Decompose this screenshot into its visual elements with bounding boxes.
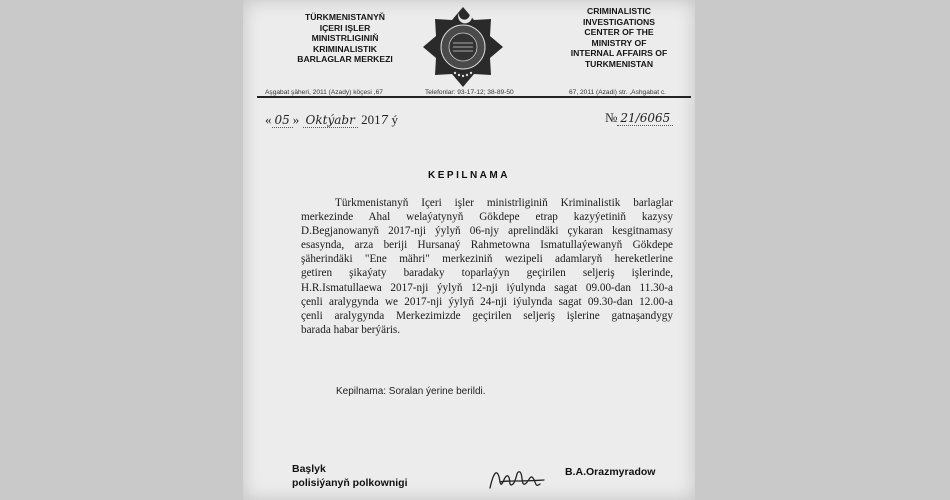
header-left-line: KRIMINALISTIK <box>313 43 377 54</box>
address-left: Aşgabat şäheri, 2011 (Azady) köçesi ,67 <box>265 89 383 96</box>
body-line: merkezinde Ahal welaýatynyň Gökdepe etrap kazyýetiniň kazysy <box>301 211 673 224</box>
body-line: barada habar berýäris. <box>301 323 401 336</box>
header-left-line: IÇERI IŞLER <box>319 22 371 33</box>
body-line: Türkmenistanyň Içeri işler ministrliginiň Kriminalistik barlaglar <box>335 197 673 209</box>
signatory-title-line: polisiýanyň polkownigi <box>292 477 408 489</box>
date-close-quote: » <box>292 112 300 127</box>
header-right-line: TURKMENISTAN <box>584 58 654 69</box>
date-year-mark: ý <box>391 112 398 127</box>
date-year-prefix: 201 <box>361 112 381 127</box>
date-year-suffix: 7 <box>380 113 389 127</box>
address-right: 67, 2011 (Azadi) str. ,Ashgabat c. <box>569 89 667 96</box>
header-left-line: TÜRKMENISTANYŇ <box>304 12 386 22</box>
document-number <box>605 110 673 126</box>
header-right-line: INVESTIGATIONS <box>583 16 655 27</box>
body-line: çenli aralygynda we 2017-nji ýylyň 24-nji iýulynda sagat 09.30-dan 12.00-a <box>301 295 673 308</box>
header-left-line: MINISTRLIGINIŇ <box>311 33 379 43</box>
number-sign: № <box>605 110 618 125</box>
body-line: H.R.Ismatullaewa 2017-nji ýylyň 12-nji iýulynda sagat 09.00-dan 11.30-a <box>301 281 673 294</box>
header-right-line: MINISTRY OF <box>591 37 647 48</box>
background-left <box>0 0 243 500</box>
background-right <box>695 0 950 500</box>
header-left-line: BARLAGLAR MERKEZI <box>297 54 393 64</box>
document-body <box>301 196 673 337</box>
body-line: D.Begjanowanyň 2017-nji ýylyň 06-njy aprelindäki çykaran kesgitnamasy <box>301 225 673 238</box>
signatory-name: B.A.Orazmyradow <box>565 466 656 478</box>
phone-numbers: Telefonlar: 93-17-12; 38-89-50 <box>425 89 514 96</box>
date-day: 05 <box>272 113 293 128</box>
document-title: KEPILNAMA <box>428 170 510 181</box>
state-emblem-icon <box>418 2 508 90</box>
body-line: getiren şikaýaty baradaky toparlaýyn geçirilen seljeriş işlerinde, <box>301 267 673 280</box>
handwritten-signature-icon <box>486 460 551 496</box>
signatory-title <box>292 462 408 490</box>
body-line: şäherindäki "Ene mähri" merkeziniň wezipeli adamlaryň hereketlerine <box>301 253 673 266</box>
issuance-note: Kepilnama: Soralan ýerine berildi. <box>336 386 486 397</box>
date-month: Oktýabr <box>303 113 358 128</box>
date-open-quote: « <box>265 112 272 127</box>
header-left-org <box>280 12 410 65</box>
body-line: çenli aralygynda Merkezimizde geçirilen seljeriş işlerine gatnaşandygy <box>301 309 673 322</box>
signatory-title-line: Başlyk <box>292 463 326 475</box>
header-divider <box>257 96 691 98</box>
number-value: 21/6065 <box>617 111 673 126</box>
header-right-org <box>549 6 689 69</box>
document-page <box>243 0 695 500</box>
body-line: esasynda, arza beriji Hursanaý Rahmetowna Ismatullaýewanyň Gökdepe <box>301 239 673 252</box>
document-date <box>265 112 398 128</box>
header-right-line: INTERNAL AFFAIRS OF <box>570 48 668 58</box>
header-right-line: CENTER OF THE <box>584 27 654 37</box>
header-right-line: CRIMINALISTIC <box>587 6 651 16</box>
